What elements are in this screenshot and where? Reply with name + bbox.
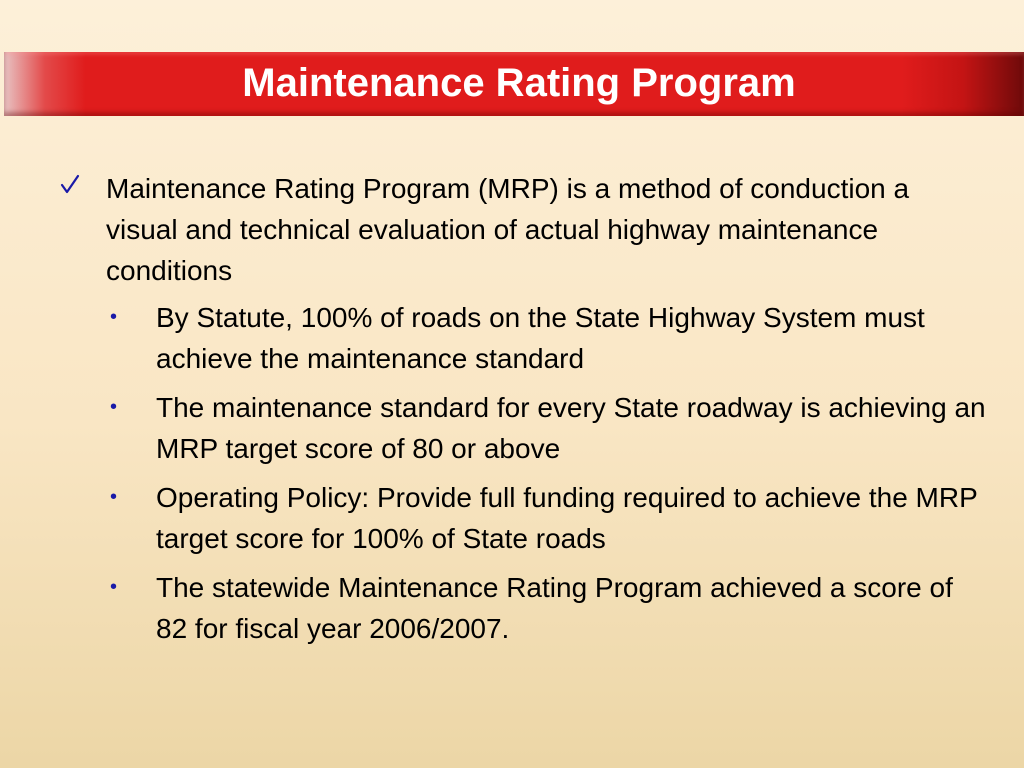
bullet-icon: •: [110, 396, 118, 418]
sub-point-text: By Statute, 100% of roads on the State Highway System must achieve the maintenance standard: [156, 302, 925, 374]
sub-point: [110, 477, 986, 559]
main-point-text: Maintenance Rating Program (MRP) is a method of conduction a visual and technical evaluation of actual highway maintenance conditions: [106, 173, 910, 286]
main-point: [106, 168, 966, 291]
slide-content: [0, 168, 1024, 657]
sub-point: [110, 387, 986, 469]
sub-point: [110, 567, 986, 649]
title-bar: [4, 52, 1024, 116]
sub-point: [110, 297, 986, 379]
checkmark-icon: [60, 173, 80, 195]
bullet-icon: •: [110, 486, 118, 508]
sub-point-text: The statewide Maintenance Rating Program achieved a score of 82 for fiscal year 2006/2007.: [156, 572, 953, 644]
bullet-icon: •: [110, 306, 118, 328]
bullet-icon: •: [110, 576, 118, 598]
sub-point-text: The maintenance standard for every State roadway is achieving an MRP target score of 80 or above: [156, 392, 986, 464]
sub-point-list: [0, 297, 1024, 649]
sub-point-text: Operating Policy: Provide full funding required to achieve the MRP target score for 100% of State roads: [156, 482, 978, 554]
slide-title: Maintenance Rating Program: [242, 61, 796, 105]
